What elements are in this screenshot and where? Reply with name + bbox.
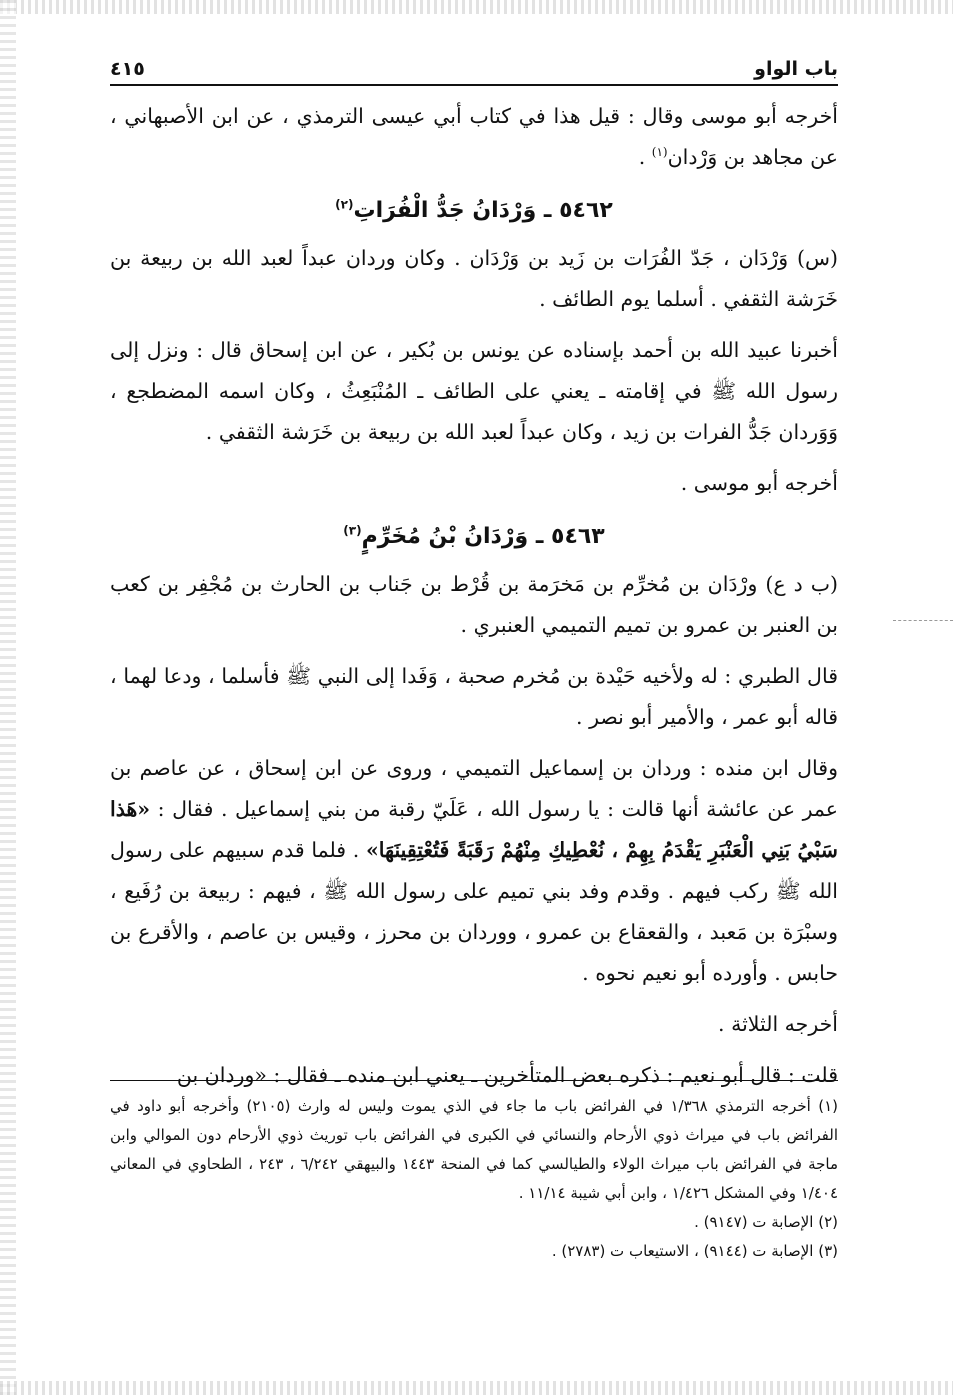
scan-border-top — [0, 0, 953, 14]
page-number: ٤١٥ — [110, 58, 145, 80]
page-body — [110, 58, 838, 1106]
hadith-quote: «هَذا سَبْيُ بَنِي الْعَنْبَرِ يَقْدَمُ بِهِمْ ، نُعْطِيكِ مِنْهُمْ رَقَبَةً فَتُعْتِقِينَهَا» — [110, 797, 838, 862]
paragraph: قال الطبري : له ولأخيه حَيْدة بن مُخرم صحبة ، وَفَدا إلى النبي ﷺ فأسلما ، ودعا لهما ، قاله أبو عمر ، والأمير أبو نصر . — [110, 664, 838, 729]
entry-title: ٥٤٦٢ ـ وَرْدَانُ جَدُّ الْفُرَاتِ$^{(٢)}$ — [335, 197, 613, 223]
paragraph: أخرجه أبو موسى . — [680, 471, 838, 495]
paragraph: (س) وَرْدَان ، جَدّ الفُرَات بن زَيد بن وَرْدَان . وكان وردان عبداً لعبد الله بن ربيعة بن خَرَشة الثقفي . أسلما يوم الطائف . — [110, 246, 838, 311]
scan-border-bottom — [0, 1381, 953, 1395]
section-title: باب الواو — [754, 58, 838, 80]
paragraph: أخبرنا عبيد الله بن أحمد بإسناده عن يونس بن بُكير ، عن ابن إسحاق قال : ونزل إلى رسول الله ﷺ في إقامته ـ يعني على الطائف ـ المُنْبَعِثُ ، وكان اسمه المضطجع ، وَوَردان جَدُّ الفرات بن زيد ، وكان عبداً لعبد الله بن ربيعة بن خَرَشة الثقفي . — [110, 338, 838, 444]
paragraph: وقال ابن منده : وردان بن إسماعيل التميمي ، وروى عن ابن إسحاق ، عن عاصم بن عمر عن عائشة أنها قالت : يا رسول الله ، عَلَيّ رقبة من بني إسماعيل . فقال : «هَذا سَبْيُ بَنِي الْعَنْبَرِ يَقْدَمُ بِهِمْ ، نُعْطِيكِ مِنْهُمْ رَقَبَةً فَتُعْتِقِينَهَا» . فلما قدم سبيهم على رسول الله ﷺ ركب فيهم . وقدم وفد بني تميم على رسول الله ﷺ ، فيهم : ربيعة بن رُفَيع ، وسبْرَة بن مَعبد ، والقعقاع بن عمرو ، ووردان بن محرز ، وقيس بن عاصم ، والأقرع بن حابس . وأورده أبو نعيم نحوه . — [110, 756, 838, 985]
footnote-ref: (٣) — [343, 523, 362, 538]
footnote-divider — [110, 1080, 838, 1081]
paragraph: أخرجه أبو موسى وقال : قيل هذا في كتاب أبي عيسى الترمذي ، عن ابن الأصبهاني ، عن مجاهد بن وَرْدان$^{(١)}$ . — [110, 104, 838, 169]
edge-mark — [893, 620, 953, 621]
footnote-ref: (٢) — [335, 197, 354, 212]
entry-title: ٥٤٦٣ ـ وَرْدَانُ بْنُ مُخَرِّمٍ$^{(٣)}$ — [343, 523, 605, 549]
running-head — [110, 58, 838, 86]
footnotes — [110, 1092, 838, 1266]
scan-border-left — [0, 0, 16, 1395]
footnote-ref: (١) — [651, 145, 668, 160]
paragraph: (ب د ع) ورْدَان بن مُخرِّم بن مَخرَمة بن قُرْط بن جَناب بن الحارث بن مُجْفِر بن كعب بن العنبر بن عمرو بن تميم التميمي العنبري . — [110, 572, 838, 637]
paragraph: أخرجه الثلاثة . — [718, 1012, 838, 1036]
footnote: (٢) الإصابة ت (٩١٤٧) . — [694, 1213, 838, 1231]
footnote: (١) أخرجه الترمذي ١/٣٦٨ في الفرائض باب ما جاء في الذي يموت وليس له وارث (٢١٠٥) وأخرجه أبو داود في الفرائض باب في ميراث ذوي الأرحام والنسائي في الكبرى في الفرائض باب توريث ذوي الأرحام دون الموالي وابن ماجة في الفرائض باب ميراث الولاء والطيالسي كما في المنحة ١٤٤٣ والبيهقي ٦/٢٤٢ ، ٢٤٣ ، الطحاوي في المعاني ١/٤٠٤ وفي المشكل ١/٤٢٦ ، وابن أبي شيبة ١١/١٤ . — [110, 1097, 838, 1202]
footnote: (٣) الإصابة ت (٩١٤٤) ، الاستيعاب ت (٢٧٨٣) . — [551, 1242, 838, 1260]
paragraph: قلت : قال أبو نعيم : ذكره بعض المتأخرين ـ يعني ابن منده ـ فقال : «وردان بن — [176, 1063, 838, 1087]
